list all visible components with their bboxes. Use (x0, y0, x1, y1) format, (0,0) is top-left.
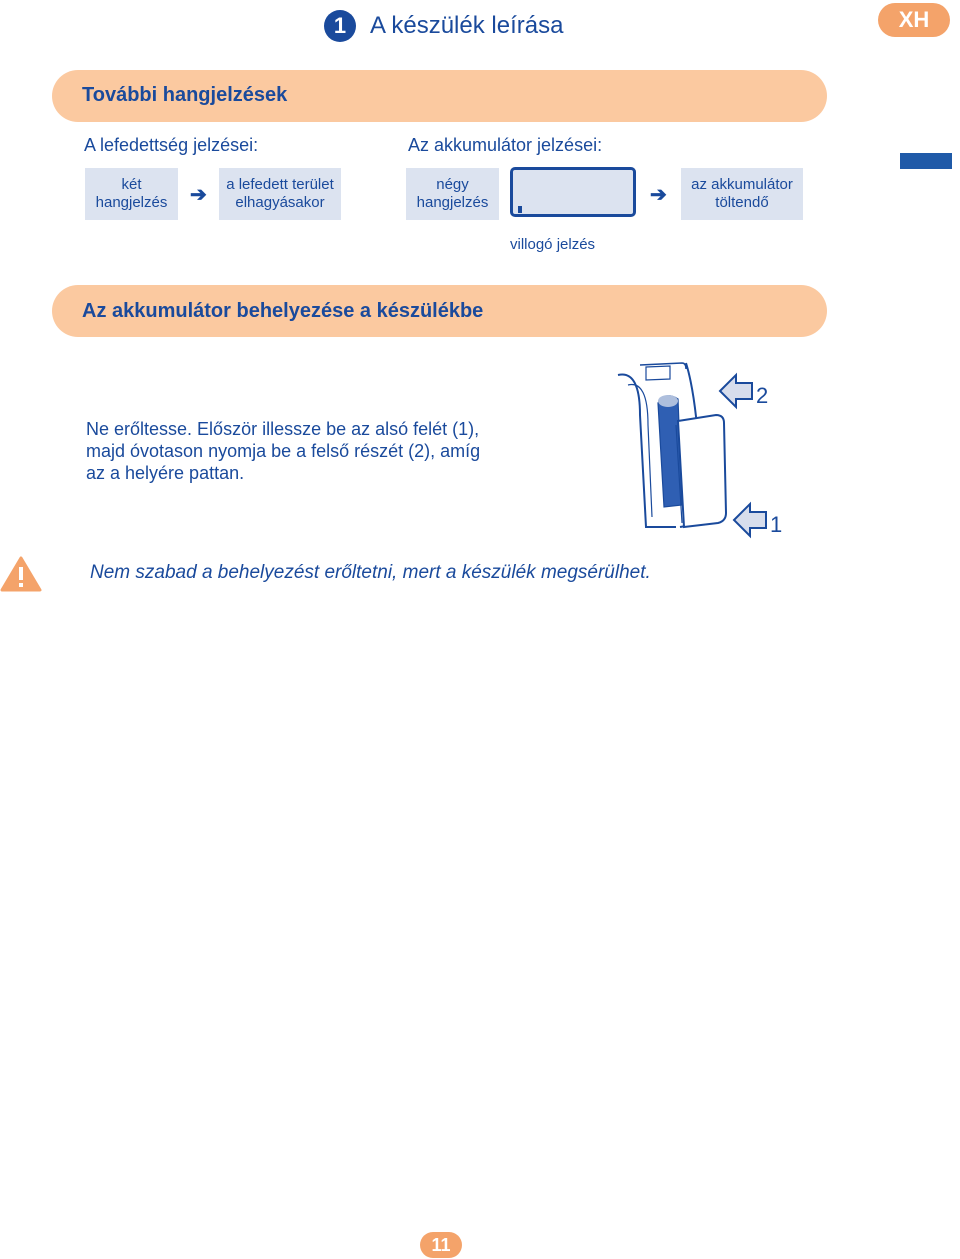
coverage-meaning-line2: elhagyásakor (235, 194, 325, 211)
instruction-line2: majd óvotason nyomja be a felső részét (2), amíg (86, 441, 481, 461)
battery-meaning-box (681, 168, 803, 220)
warning-triangle-icon (0, 555, 42, 593)
figure-label-1: 1 (770, 512, 783, 537)
coverage-signal-line2: hangjelzés (95, 194, 168, 211)
handset-display (510, 167, 636, 217)
battery-signal-box (406, 168, 499, 220)
side-tab-marker (900, 153, 952, 169)
coverage-meaning-box (219, 168, 341, 220)
coverage-signal-line1: két (121, 176, 142, 193)
display-caption: villogó jelzés (510, 236, 596, 253)
figure-label-2: 2 (756, 383, 769, 408)
coverage-meaning-line1: a lefedett terület (226, 176, 334, 193)
warning-text: Nem szabad a behelyezést erőltetni, mert a készülék megsérülhet. (90, 562, 651, 583)
section-title-battery-insert: Az akkumulátor behelyezése a készülékbe (82, 300, 484, 322)
coverage-heading: A lefedettség jelzései: (84, 135, 259, 155)
battery-heading: Az akkumulátor jelzései: (408, 135, 603, 155)
instruction-text (86, 418, 556, 484)
arrow-right-icon: ➔ (650, 184, 667, 206)
battery-signal-line1: négy (436, 176, 469, 193)
language-badge: XH (878, 3, 950, 37)
battery-signal-line2: hangjelzés (416, 194, 489, 211)
battery-meaning-line2: töltendő (715, 194, 769, 211)
chapter-title: A készülék leírása (370, 12, 564, 39)
section-title-signals: További hangjelzések (82, 84, 288, 106)
instruction-line1: Ne erőltesse. Először illessze be az alsó felét (1), (86, 419, 480, 439)
page-number: 11 (420, 1232, 462, 1258)
battery-meaning-line1: az akkumulátor (691, 176, 793, 193)
battery-blink-icon (518, 206, 522, 213)
arrow-right-icon: ➔ (190, 184, 207, 206)
coverage-signal-box (85, 168, 178, 220)
chapter-number-badge: 1 (324, 10, 356, 42)
instruction-line3: az a helyére pattan. (86, 463, 245, 483)
